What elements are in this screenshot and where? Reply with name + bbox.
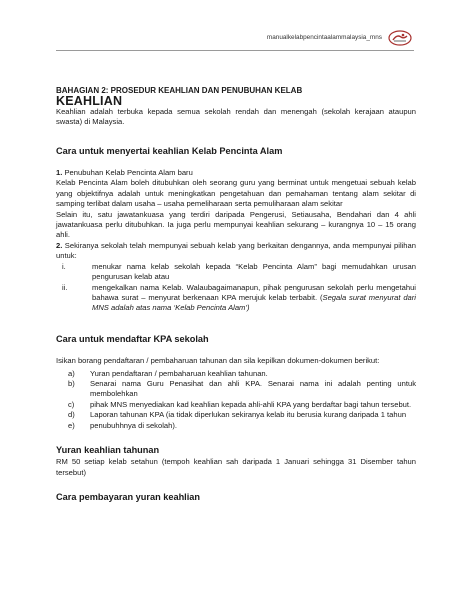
join-point-2-text: Sekiranya sekolah telah mempunyai sebuah kelab yang berkaitan dengannya, anda mempunyai pilihan untuk: — [56, 240, 416, 261]
register-list — [56, 369, 416, 431]
fee-heading: Yuran keahlian tahunan — [56, 444, 160, 455]
fee-text: RM 50 setiap kelab setahun (tempoh keahlian sah daripada 1 Januari sehingga 31 Disember tahun tersebut) — [56, 457, 416, 477]
register-intro: Isikan borang pendaftaran / pembaharuan tahunan dan sila kepilkan dokumen-dokumen berikut: — [56, 356, 380, 366]
register-heading: Cara untuk mendaftar KPA sekolah — [56, 333, 209, 344]
list-item-text: mengekalkan nama Kelab. Walaubagaimanapun, pihak pengurusan sekolah perlu mengetahui bahawa surat – menyurat berkenaan KPA merujuk kelab terbabit. (Segala surat menyurat dari MNS adalah atas nama ‘Kelab Pencinta Alam’) — [92, 282, 416, 313]
section-heading: BAHAGIAN 2: PROSEDUR KEAHLIAN DAN PENUBUHAN KELAB — [56, 86, 303, 95]
join-heading: Cara untuk menyertai keahlian Kelab Pencinta Alam — [56, 145, 283, 156]
join-point-2 — [56, 241, 416, 262]
header-rule — [56, 50, 414, 51]
mns-logo-icon — [388, 30, 412, 46]
join-point-2-number: 2. — [56, 240, 63, 250]
join-point-1-text: Penubuhan Kelab Pencinta Alam baru — [64, 168, 193, 178]
join-paragraph-1: Kelab Pencinta Alam boleh ditubuhkan oleh seorang guru yang berminat untuk mengetuai sebuah kelab yang objektifnya adalah untuk meningkatkan pengetahuan dan pemahaman tentang alam sekitar di samping terlibat dalam usaha – usaha pemeliharaan serta pemuliharaan alam sekitar — [56, 178, 416, 209]
list-item-text: menukar nama kelab sekolah kepada “Kelab Pencinta Alam” bagi memudahkan urusan pengurusan kelab atau — [92, 261, 416, 282]
page-title: KEAHLIAN — [56, 94, 123, 109]
list-item: b) Senarai nama Guru Penasihat dan ahli KPA. Senarai nama ini adalah penting untuk membolehkan — [68, 378, 416, 399]
list-marker: i. — [62, 261, 66, 271]
document-body — [56, 86, 416, 515]
list-item — [56, 283, 416, 314]
join-point-1 — [56, 168, 416, 178]
list-item — [56, 262, 416, 283]
intro-paragraph: Keahlian adalah terbuka kepada semua sekolah rendah dan menengah (sekolah kerajaan ataupun swasta) di Malaysia. — [56, 106, 416, 127]
join-options-list — [56, 262, 416, 314]
list-item: a) Yuran pendaftaran / pembaharuan keahlian tahunan. — [68, 368, 268, 378]
join-paragraph-2: Selain itu, satu jawatankuasa yang terdiri daripada Pengerusi, Setiausaha, Bendahari dan 4 ahli jawatankuasa perlu ditubuhkan. Ia juga perlu mempunyai keahlian sekurang – kurangnya 10 – 15 orang ahli. — [56, 209, 416, 240]
list-item: d) Laporan tahunan KPA (ia tidak diperlukan sekiranya kelab itu berusia kurang daripada 1 tahun — [68, 410, 407, 420]
list-item: e) penubuhhnya di sekolah). — [68, 420, 177, 430]
list-marker: ii. — [62, 282, 68, 292]
payment-heading: Cara pembayaran yuran keahlian — [56, 492, 201, 503]
page-header — [56, 30, 414, 50]
header-text: manualkelabpencintaalammalaysia_mns — [266, 34, 382, 41]
italic-note: Segala surat menyurat dari MNS adalah atas nama ‘Kelab Pencinta Alam’) — [92, 292, 416, 313]
list-item: c) pihak MNS menyediakan kad keahlian kepada ahli-ahli KPA yang berdaftar bagi tahun tersebut. — [68, 399, 412, 409]
join-point-1-number: 1. — [56, 168, 63, 178]
